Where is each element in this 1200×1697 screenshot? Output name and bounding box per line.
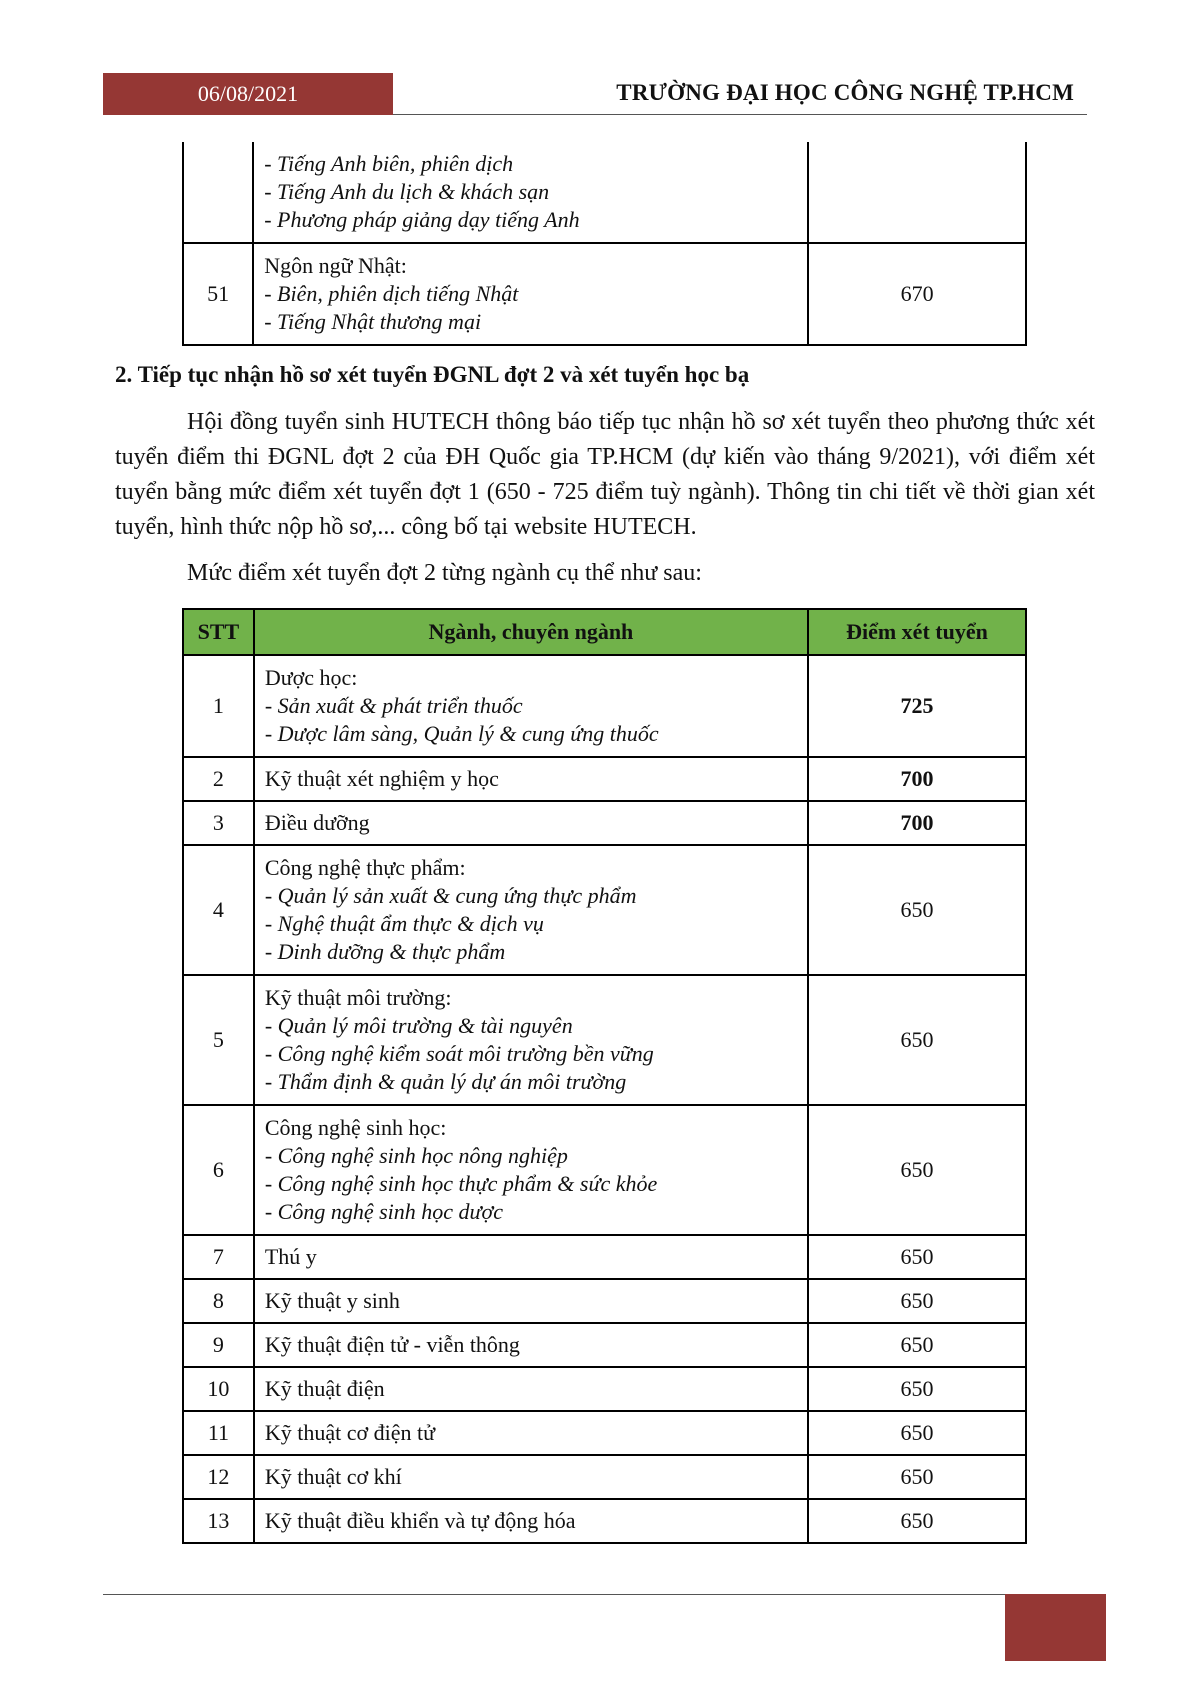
cell-score: 725 (808, 655, 1026, 757)
major-name: Kỹ thuật y sinh (264, 1288, 400, 1313)
cell-major (253, 142, 808, 243)
table-row (183, 1455, 1026, 1499)
cell-stt: 10 (183, 1367, 254, 1411)
header-date-box (103, 73, 393, 115)
specialization: - Công nghệ kiểm soát môi trường bền vững (264, 1041, 654, 1066)
specialization: - Công nghệ sinh học dược (264, 1199, 504, 1224)
table-row (183, 1411, 1026, 1455)
specialization: - Thẩm định & quản lý dự án môi trường (264, 1069, 627, 1094)
major-name: Kỹ thuật môi trường: (264, 985, 452, 1010)
specialization: - Phương pháp giảng dạy tiếng Anh (264, 207, 580, 232)
header-stt: STT (183, 609, 254, 655)
cell-major (254, 757, 808, 801)
specialization: - Công nghệ sinh học thực phẩm & sức khỏe (264, 1171, 658, 1196)
major-name: Công nghệ thực phẩm: (264, 855, 466, 880)
table-row (183, 975, 1026, 1105)
table-row (183, 801, 1026, 845)
header-date: 06/08/2021 (197, 81, 299, 106)
major-name: Dược học: (264, 665, 358, 690)
cell-stt (183, 142, 253, 243)
table-row (183, 1323, 1026, 1367)
scores-table (182, 608, 1027, 1544)
cell-score (808, 142, 1026, 243)
cell-stt: 4 (183, 845, 254, 975)
header-score: Điểm xét tuyển (808, 609, 1026, 655)
table-row (183, 243, 1026, 345)
table-row (183, 1367, 1026, 1411)
cell-major (254, 1279, 808, 1323)
table-row (183, 757, 1026, 801)
specialization: - Quản lý sản xuất & cung ứng thực phẩm (264, 883, 637, 908)
cell-major (254, 655, 808, 757)
specialization: - Dược lâm sàng, Quản lý & cung ứng thuốc (264, 721, 659, 746)
specialization: - Sản xuất & phát triển thuốc (264, 693, 523, 718)
cell-score: 650 (808, 1235, 1026, 1279)
scores-table-header (183, 609, 1026, 655)
cell-score: 700 (808, 801, 1026, 845)
specialization: - Tiếng Nhật thương mại (264, 309, 482, 334)
cell-major (254, 1235, 808, 1279)
table-row (183, 142, 1026, 243)
cell-stt: 1 (183, 655, 254, 757)
cell-stt: 7 (183, 1235, 254, 1279)
cell-stt: 13 (183, 1499, 254, 1543)
cell-stt: 8 (183, 1279, 254, 1323)
header-rule (393, 114, 1087, 115)
specialization: - Công nghệ sinh học nông nghiệp (264, 1143, 568, 1168)
continued-table (182, 142, 1027, 346)
specialization: - Nghệ thuật ẩm thực & dịch vụ (264, 911, 544, 936)
cell-stt: 3 (183, 801, 254, 845)
cell-score: 650 (808, 1279, 1026, 1323)
cell-score: 700 (808, 757, 1026, 801)
section-paragraph: Hội đồng tuyển sinh HUTECH thông báo tiếp tục nhận hồ sơ xét tuyển theo phương thức xét tuyển điểm thi ĐGNL đợt 2 của ĐH Quốc gia TP.HCM (dự kiến vào tháng 9/2021), với điểm xét tuyển bằng mức điểm xét tuyển đợt 1 (650 - 725 điểm tuỳ ngành). Thông tin chi tiết về thời gian xét tuyển, hình thức nộp hồ sơ,... công bố tại website HUTECH. (115, 409, 1095, 540)
cell-score: 650 (808, 1455, 1026, 1499)
table-row (183, 655, 1026, 757)
footer-box (1005, 1594, 1106, 1661)
cell-score: 650 (808, 975, 1026, 1105)
major-name: Kỹ thuật điện tử - viễn thông (264, 1332, 520, 1357)
specialization: - Tiếng Anh biên, phiên dịch (264, 151, 514, 176)
specialization: - Biên, phiên dịch tiếng Nhật (264, 281, 519, 306)
cell-stt: 51 (183, 243, 253, 345)
major-name: Ngôn ngữ Nhật: (264, 253, 407, 278)
cell-major (254, 1367, 808, 1411)
cell-score: 650 (808, 1367, 1026, 1411)
cell-stt: 2 (183, 757, 254, 801)
specialization: - Dinh dưỡng & thực phẩm (264, 939, 506, 964)
specialization: - Tiếng Anh du lịch & khách sạn (264, 179, 550, 204)
cell-score: 650 (808, 1323, 1026, 1367)
section-heading: 2. Tiếp tục nhận hồ sơ xét tuyển ĐGNL đợt 2 và xét tuyển học bạ (115, 362, 750, 387)
major-name: Điều dưỡng (264, 810, 370, 835)
specialization: - Quản lý môi trường & tài nguyên (264, 1013, 573, 1038)
cell-stt: 5 (183, 975, 254, 1105)
scores-table-body (183, 655, 1026, 1543)
cell-score: 650 (808, 845, 1026, 975)
cell-major (254, 975, 808, 1105)
cell-stt: 6 (183, 1105, 254, 1235)
major-name: Kỹ thuật điều khiển và tự động hóa (264, 1508, 576, 1533)
major-name: Kỹ thuật cơ điện tử (264, 1420, 436, 1445)
table-intro: Mức điểm xét tuyển đợt 2 từng ngành cụ thể như sau: (187, 560, 702, 586)
cell-score: 650 (808, 1105, 1026, 1235)
cell-score: 650 (808, 1499, 1026, 1543)
table-row (183, 1105, 1026, 1235)
major-name: Kỹ thuật cơ khí (264, 1464, 402, 1489)
cell-major (254, 801, 808, 845)
cell-major (254, 1411, 808, 1455)
continued-table-body (183, 142, 1026, 345)
cell-stt: 11 (183, 1411, 254, 1455)
cell-major (254, 845, 808, 975)
major-name: Công nghệ sinh học: (264, 1115, 447, 1140)
table-row (183, 1279, 1026, 1323)
major-name: Kỹ thuật xét nghiệm y học (264, 766, 499, 791)
cell-stt: 12 (183, 1455, 254, 1499)
major-name: Thú y (264, 1244, 317, 1269)
table-row (183, 845, 1026, 975)
cell-score: 670 (808, 243, 1026, 345)
header-school-title: TRƯỜNG ĐẠI HỌC CÔNG NGHỆ TP.HCM (616, 80, 1074, 105)
cell-major (253, 243, 808, 345)
footer-rule (103, 1594, 1005, 1595)
major-name: Kỹ thuật điện (264, 1376, 385, 1401)
cell-major (254, 1499, 808, 1543)
cell-score: 650 (808, 1411, 1026, 1455)
table-row (183, 1499, 1026, 1543)
cell-major (254, 1105, 808, 1235)
cell-major (254, 1455, 808, 1499)
header-major: Ngành, chuyên ngành (254, 609, 808, 655)
table-row (183, 1235, 1026, 1279)
cell-stt: 9 (183, 1323, 254, 1367)
cell-major (254, 1323, 808, 1367)
